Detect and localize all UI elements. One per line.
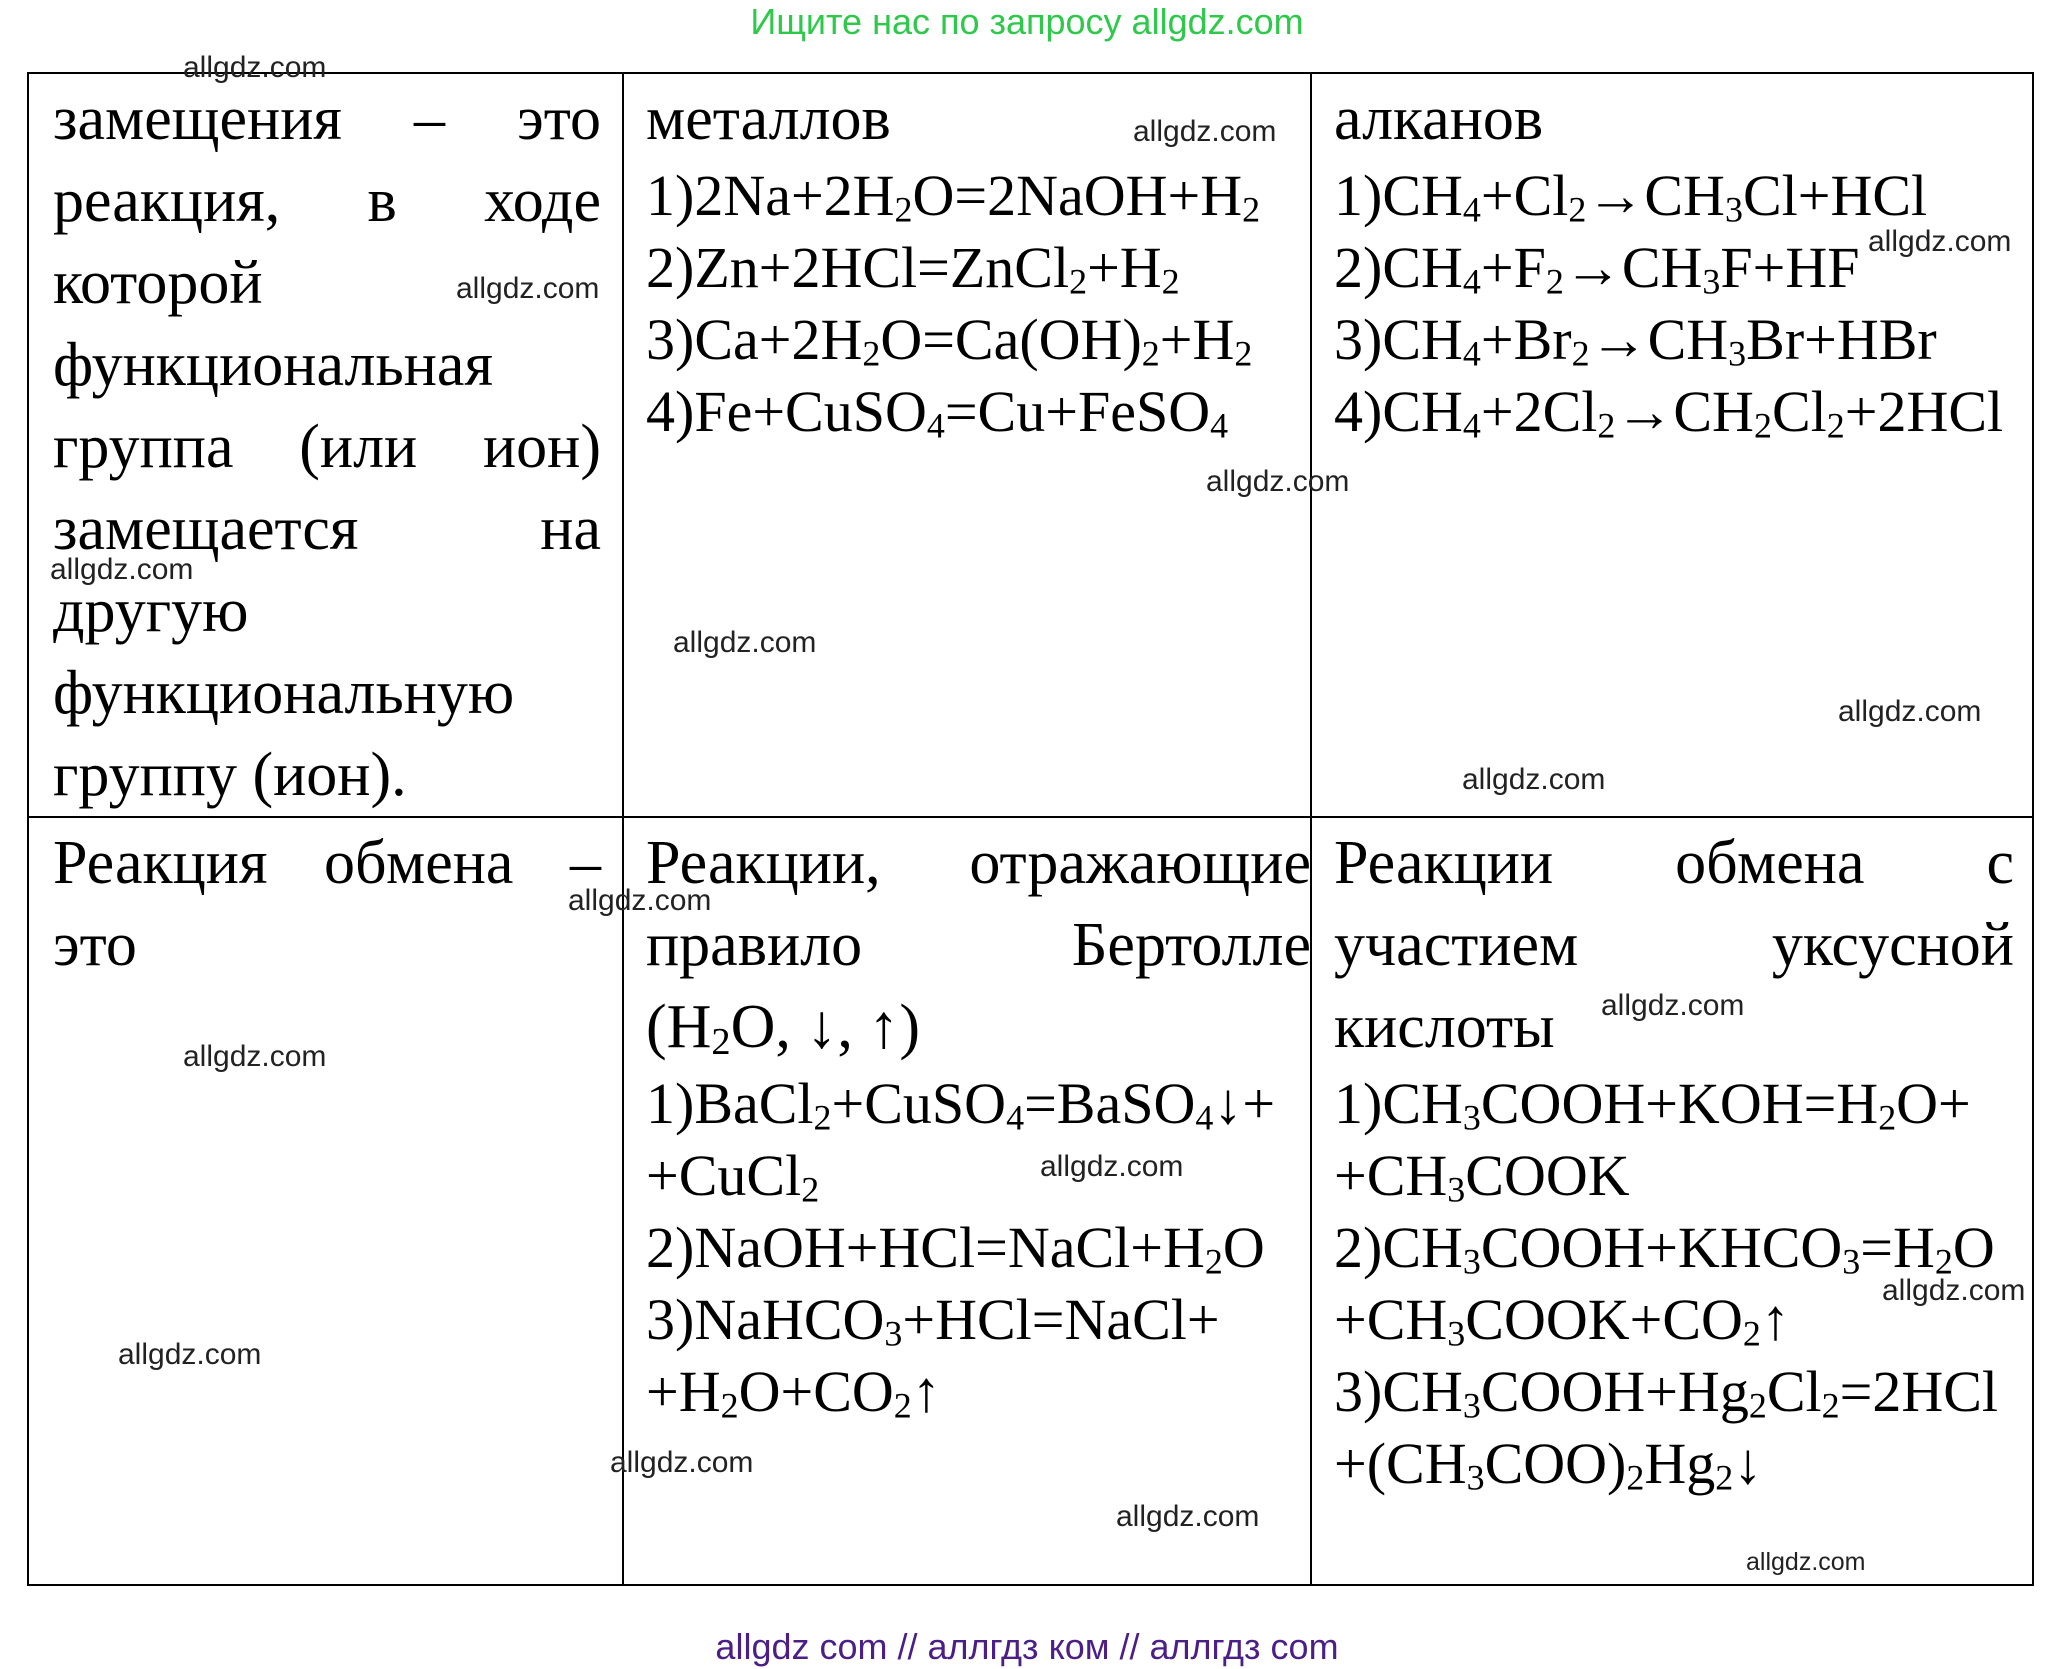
reaction-equation: +CuCl$_2$ (646, 1143, 820, 1210)
reaction-equation: $1)2Na+2H_2O=2NaOH+H_2$ (646, 163, 1261, 230)
definition-line: другую (53, 577, 249, 645)
bottom-banner: allgdz com // аллгдз ком // аллгдз com (715, 1626, 1339, 1667)
reaction-equation: $4)CH_4+2Cl_2\to CH_2Cl_2+2HCl$ (1334, 379, 2004, 446)
watermark: allgdz.com (1462, 763, 1606, 796)
reaction-equation: $+CH_3COOK$ (1334, 1143, 1630, 1210)
watermark: allgdz.com (118, 1338, 262, 1371)
watermark: allgdz.com (1868, 225, 2012, 258)
reaction-equation: $+(CH_3COO)_2Hg_2↓$ (1334, 1431, 1763, 1498)
reaction-equation: $+CH_3COOK+CO_2↑$ (1334, 1287, 1790, 1354)
definition-line: это (53, 911, 137, 979)
reaction-equation: $+H_2O+CO_2↑$ (646, 1359, 941, 1426)
definition-line: замещения – это (53, 85, 601, 153)
reaction-equation: $2)Zn+2HCl=ZnCl_2+H_2$ (646, 235, 1180, 302)
definition-line: группу (ион). (53, 741, 407, 809)
cell-heading: алканов (1334, 85, 1544, 153)
top-banner: Ищите нас по запросу allgdz.com (750, 1, 1304, 42)
cell-exchange-definition (53, 822, 601, 986)
definition-line: функциональную (53, 659, 515, 727)
heading-line: правило Бертолле (646, 911, 1311, 979)
cell-heading: металлов (646, 85, 891, 153)
definition-line: которой (53, 249, 263, 317)
heading-line: Реакции, отражающие (646, 829, 1311, 897)
definition-line: Реакция обмена – (53, 829, 601, 897)
heading-line: участием уксусной (1334, 911, 2014, 979)
definition-line: функциональная (53, 331, 493, 399)
watermark: allgdz.com (673, 626, 817, 659)
watermark: allgdz.com (1882, 1274, 2026, 1307)
heading-line: кислоты (1334, 993, 1555, 1061)
reaction-equation: $3)CH_4+Br_2\to CH_3Br+HBr$ (1334, 307, 1937, 374)
reaction-equation: $1)CH_4+Cl_2\to CH_3Cl+HCl$ (1334, 163, 1928, 230)
watermark: allgdz.com (183, 1040, 327, 1073)
watermark: allgdz.com (1116, 1500, 1260, 1533)
reaction-equation: $2)NaOH+HCl=NaCl+H_2O$ (646, 1215, 1265, 1282)
reaction-equation: 4)Fe+CuSO$_4$=Cu+FeSO$_4$ (646, 379, 1229, 446)
watermark: allgdz.com (456, 272, 600, 305)
row-divider (29, 816, 2032, 818)
reaction-equation: $3)CH_3COOH+Hg_2Cl_2=2HCl$ (1334, 1359, 1999, 1426)
reaction-equation: 3)NaHCO$_3$+HCl=NaCl+ (646, 1287, 1220, 1354)
heading-line: Реакции обмена с (1334, 829, 2014, 897)
reactions-table (27, 72, 2034, 1586)
watermark: allgdz.com (1838, 695, 1982, 728)
reaction-equation: 1)BaCl$_2$+CuSO$_4$=BaSO$_4$↓+ (646, 1071, 1276, 1138)
reaction-equation: $2)CH_4+F_2\to CH_3F+HF$ (1334, 235, 1860, 302)
definition-line: реакция, в ходе (53, 167, 601, 235)
reaction-equation: $3)Ca+2H_2O=Ca(OH)_2+H_2$ (646, 307, 1253, 374)
watermark: allgdz.com (183, 51, 327, 84)
reaction-equation: $2)CH_3COOH+KHCO_3=H_2O$ (1334, 1215, 1995, 1282)
watermark: allgdz.com (1040, 1150, 1184, 1183)
watermark: allgdz.com (568, 884, 712, 917)
cell-acetic-acid-reactions (1334, 822, 2014, 1500)
watermark: allgdz.com (1133, 115, 1277, 148)
watermark: allgdz.com (50, 553, 194, 586)
cell-substitution-definition (53, 78, 601, 816)
cell-berthollet-rule (646, 822, 1311, 1428)
definition-line: замещается на (53, 495, 601, 563)
column-divider (622, 74, 624, 1584)
reaction-equation: $1)CH_3COOH+KOH=H_2O+$ (1334, 1071, 1971, 1138)
watermark: allgdz.com (1601, 989, 1745, 1022)
watermark: allgdz.com (610, 1446, 754, 1479)
cell-alkane-reactions (1334, 78, 2014, 448)
watermark: allgdz.com (1746, 1548, 1866, 1576)
definition-line: группа (или ион) (53, 413, 601, 481)
heading-line: ($H_2O$, ↓, ↑) (646, 993, 921, 1063)
watermark: allgdz.com (1206, 465, 1350, 498)
